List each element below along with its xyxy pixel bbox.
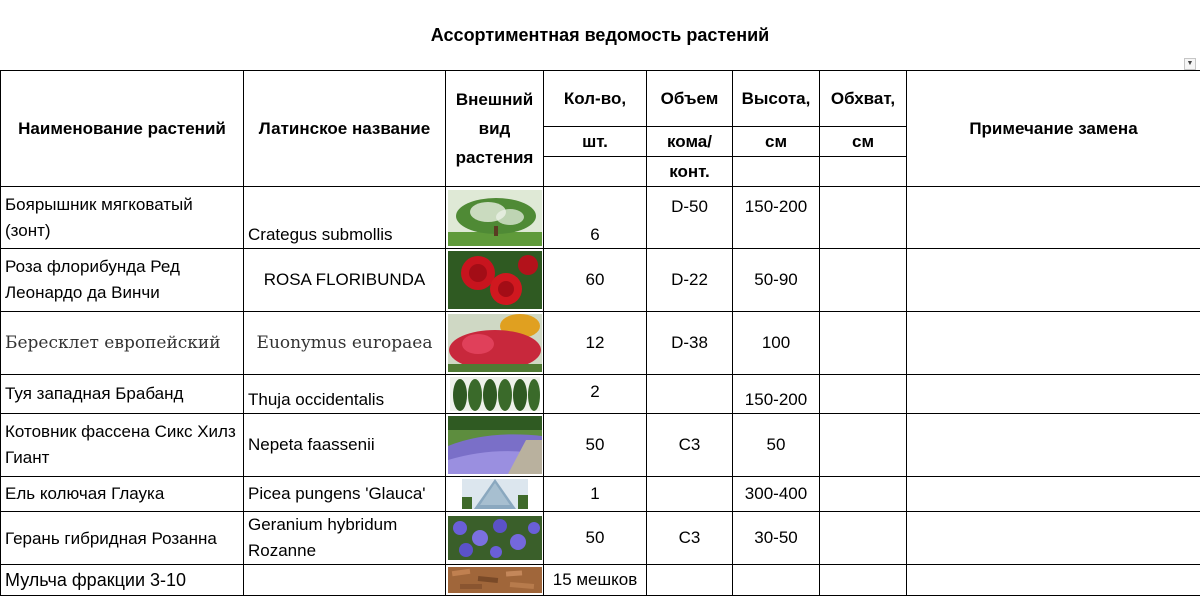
header-height-unit: см (733, 127, 820, 157)
height[interactable]: 30-50 (733, 512, 820, 565)
filter-dropdown-icon[interactable]: ▼ (1184, 58, 1196, 70)
qty[interactable]: 1 (544, 477, 647, 512)
qty[interactable]: 6 (544, 187, 647, 249)
height[interactable]: 150-200 (733, 187, 820, 249)
height[interactable]: 300-400 (733, 477, 820, 512)
note[interactable] (907, 375, 1200, 414)
note[interactable] (907, 512, 1200, 565)
plant-name[interactable]: Роза флорибунда Ред Леонардо да Винчи (1, 249, 244, 312)
bark-mulch-photo[interactable] (446, 565, 544, 596)
geranium-flowers-photo[interactable] (446, 512, 544, 565)
plant-table (0, 70, 1200, 596)
plant-name[interactable]: Бересклет европейский (1, 312, 244, 375)
header-qty-top: Кол-во, (544, 71, 647, 127)
note[interactable] (907, 477, 1200, 512)
height[interactable]: 150-200 (733, 375, 820, 414)
header-volume-mid: кома/ (647, 127, 733, 157)
volume[interactable] (647, 565, 733, 596)
hawthorn-tree-photo[interactable] (446, 187, 544, 249)
sheet-title: Ассортиментная ведомость растений (0, 0, 1200, 70)
qty[interactable]: 12 (544, 312, 647, 375)
table-row (1, 187, 1200, 249)
latin-name[interactable]: Geranium hybridum Rozanne (244, 512, 446, 565)
volume[interactable] (647, 477, 733, 512)
header-appearance: Внешний вид растения (446, 71, 544, 187)
header-height-empty (733, 157, 820, 187)
girth[interactable] (820, 565, 907, 596)
table-row (1, 312, 1200, 375)
thuja-row-photo[interactable] (446, 375, 544, 414)
header-volume-bottom: конт. (647, 157, 733, 187)
header-girth-top: Обхват, (820, 71, 907, 127)
qty[interactable]: 60 (544, 249, 647, 312)
plant-name[interactable]: Туя западная Брабанд (1, 375, 244, 414)
table-row (1, 375, 1200, 414)
girth[interactable] (820, 414, 907, 477)
note[interactable] (907, 565, 1200, 596)
latin-name[interactable]: Thuja occidentalis (244, 375, 446, 414)
note[interactable] (907, 249, 1200, 312)
girth[interactable] (820, 187, 907, 249)
header-volume-top: Объем (647, 71, 733, 127)
note[interactable] (907, 414, 1200, 477)
header-height-top: Высота, (733, 71, 820, 127)
plant-name[interactable]: Ель колючая Глаука (1, 477, 244, 512)
girth[interactable] (820, 249, 907, 312)
note[interactable] (907, 312, 1200, 375)
table-row (1, 249, 1200, 312)
header-latin: Латинское название (244, 71, 446, 187)
girth[interactable] (820, 512, 907, 565)
header-name: Наименование растений (1, 71, 244, 187)
header-qty-empty (544, 157, 647, 187)
euonymus-shrub-photo[interactable] (446, 312, 544, 375)
qty[interactable]: 50 (544, 414, 647, 477)
table-row (1, 512, 1200, 565)
note[interactable] (907, 187, 1200, 249)
volume[interactable]: C3 (647, 512, 733, 565)
header-qty-unit: шт. (544, 127, 647, 157)
table-row (1, 414, 1200, 477)
red-rose-photo[interactable] (446, 249, 544, 312)
height[interactable]: 50 (733, 414, 820, 477)
girth[interactable] (820, 477, 907, 512)
table-row (1, 565, 1200, 596)
latin-name[interactable]: Nepeta faassenii (244, 414, 446, 477)
plant-name[interactable]: Боярышник мягковатый (зонт) (1, 187, 244, 249)
latin-name[interactable]: ROSA FLORIBUNDA (244, 249, 446, 312)
qty[interactable]: 15 мешков (544, 565, 647, 596)
volume[interactable]: D-22 (647, 249, 733, 312)
girth[interactable] (820, 375, 907, 414)
height[interactable]: 50-90 (733, 249, 820, 312)
header-note: Примечание замена (907, 71, 1200, 187)
latin-name[interactable]: Euonymus europaea (244, 312, 446, 375)
header-girth-unit: см (820, 127, 907, 157)
plant-name[interactable]: Котовник фассена Сикс Хилз Гиант (1, 414, 244, 477)
latin-name[interactable]: Crategus submollis (244, 187, 446, 249)
volume[interactable] (647, 375, 733, 414)
plant-name[interactable]: Герань гибридная Розанна (1, 512, 244, 565)
volume[interactable]: C3 (647, 414, 733, 477)
girth[interactable] (820, 312, 907, 375)
latin-name[interactable]: Picea pungens 'Glauca' (244, 477, 446, 512)
nepeta-border-photo[interactable] (446, 414, 544, 477)
qty[interactable]: 50 (544, 512, 647, 565)
plant-name[interactable]: Мульча фракции 3-10 (1, 565, 244, 596)
header-row-1 (1, 71, 1200, 127)
qty[interactable]: 2 (544, 375, 647, 414)
header-girth-empty (820, 157, 907, 187)
latin-name[interactable] (244, 565, 446, 596)
volume[interactable]: D-50 (647, 187, 733, 249)
height[interactable] (733, 565, 820, 596)
height[interactable]: 100 (733, 312, 820, 375)
table-row (1, 477, 1200, 512)
blue-spruce-photo[interactable] (446, 477, 544, 512)
volume[interactable]: D-38 (647, 312, 733, 375)
